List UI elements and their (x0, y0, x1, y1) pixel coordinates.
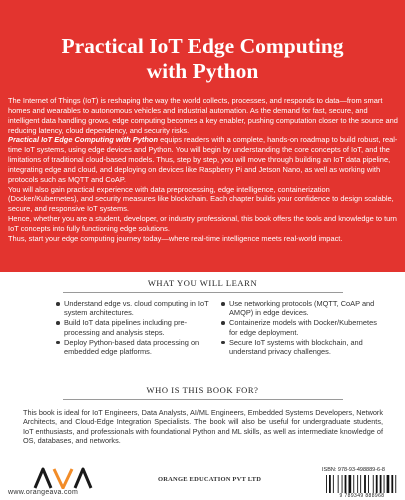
ava-logo (33, 467, 93, 489)
audience-heading: WHO IS THIS BOOK FOR? (146, 385, 259, 395)
barcode-icon (322, 475, 402, 493)
book-title-line2: with Python (146, 59, 259, 83)
barcode-number: 9 789349 888968 (339, 493, 385, 499)
isbn-barcode (322, 467, 402, 499)
divider (63, 399, 343, 400)
isbn-label: ISBN: 978-93-498889-6-8 (322, 467, 385, 473)
description-paragraph: Hence, whether you are a student, developer, or industry professional, this book offers the tools and knowledge to turn IoT concepts into fully functioning edge solutions. (8, 214, 397, 233)
description-paragraph-text: equips readers with a complete, hands-on roadmap to build robust, real-time IoT systems, using edge devices and Python. You will begin by understanding the core concepts of IoT, and the limitations of traditional cloud-based models. Thus, step by step, you will move through building an IoT data pipeline, integrating edge and cloud, and deploying on devices like Raspberry Pi and Jetson Nano, as well as working with protocols such as MQTT and CoAP. (8, 135, 398, 184)
description-paragraph (8, 135, 398, 184)
description-paragraph: You will also gain practical experience with data preprocessing, edge intelligence, containerization (Docker/Kubernetes), and security measures like blockchain. Each chapter builds your confidence to design scalable, secure, and responsive IoT systems. (8, 184, 394, 214)
learn-list-left (56, 299, 214, 357)
learn-item: Containerize models with Docker/Kubernetes for edge deployment. (221, 318, 379, 336)
book-title-line1: Practical IoT Edge Computing (61, 34, 344, 58)
learn-item: Use networking protocols (MQTT, CoAP and AMQP) in edge devices. (221, 299, 379, 317)
learn-item: Understand edge vs. cloud computing in IoT system architectures. (56, 299, 214, 317)
description-paragraph: Thus, start your edge computing journey today—where real-time intelligence meets real-world impact. (8, 233, 343, 243)
learn-item: Deploy Python-based data processing on embedded edge platforms. (56, 338, 214, 356)
audience-text: This book is ideal for IoT Engineers, Data Analysts, AI/ML Engineers, Embedded Systems Developers, Network Architects, and Cloud-Edge Integration Specialists. The book will also be useful for undergraduate students, IoT enthusiasts, and professionals with foundational Python and ML skills, as well as intermediate knowledge of OS, databases, and networks. (23, 408, 383, 445)
learn-item: Build IoT data pipelines including pre-processing and analysis steps. (56, 318, 214, 336)
book-description (8, 96, 398, 244)
learn-list-right (221, 299, 379, 357)
publisher-website-link[interactable]: www.orangeava.com (8, 489, 79, 496)
description-paragraph: The Internet of Things (IoT) is reshaping the way the world collects, processes, and responds to data—from smart homes and wearables to autonomous vehicles and industrial automation. As the demand for fast, secure, and intelligent data handling grows, edge computing becomes a key enabler, pushing computation closer to the source and reducing latency, cloud dependency, and security risks. (8, 96, 398, 135)
publisher-name: ORANGE EDUCATION PVT LTD (158, 476, 262, 483)
book-name-emphasis: Practical IoT Edge Computing with Python (8, 135, 158, 145)
divider (63, 292, 343, 293)
book-title (0, 34, 405, 84)
learn-heading: WHAT YOU WILL LEARN (147, 278, 258, 288)
learn-item: Secure IoT systems with blockchain, and understand privacy challenges. (221, 338, 379, 356)
